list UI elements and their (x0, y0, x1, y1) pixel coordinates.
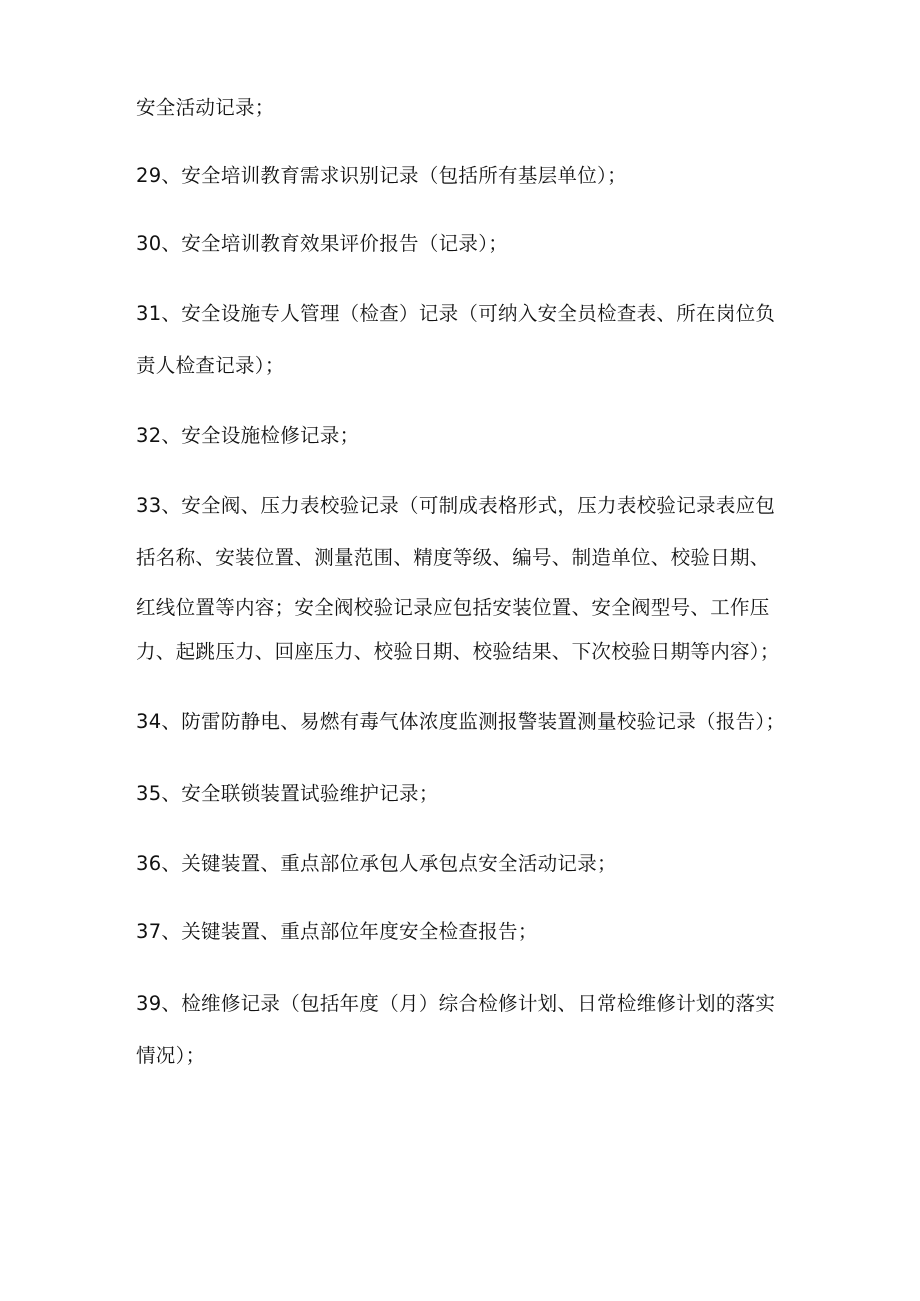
text-line: 34、防雷防静电、易燃有毒气体浓度监测报警装置测量校验记录（报告）； (136, 710, 786, 733)
text-line: 37、关键装置、重点部位年度安全检查报告； (136, 920, 538, 943)
text-line: 括名称、安装位置、测量范围、精度等级、编号、制造单位、校验日期、 (136, 546, 770, 569)
text-line: 39、检维修记录（包括年度（月）综合检修计划、日常检维修计划的落实 (136, 992, 776, 1015)
text-line: 29、安全培训教育需求识别记录（包括所有基层单位）； (136, 164, 627, 187)
text-line: 33、安全阀、压力表校验记录（可制成表格形式，压力表校验记录表应包 (136, 494, 776, 517)
text-line: 力、起跳压力、回座压力、校验日期、校验结果、下次校验日期等内容）； (136, 640, 780, 663)
text-line: 30、安全培训教育效果评价报告（记录）； (136, 232, 509, 255)
text-line: 责人检查记录）； (136, 354, 285, 377)
text-line: 31、安全设施专人管理（检查）记录（可纳入安全员检查表、所在岗位负 (136, 302, 776, 325)
text-line: 36、关键装置、重点部位承包人承包点安全活动记录； (136, 852, 617, 875)
text-line: 红线位置等内容；安全阀校验记录应包括安装位置、安全阀型号、工作压 (136, 596, 770, 619)
text-line: 情况）； (136, 1044, 206, 1067)
text-line: 安全活动记录； (136, 96, 275, 119)
text-line: 32、安全设施检修记录； (136, 424, 360, 447)
text-line: 35、安全联锁装置试验维护记录； (136, 782, 439, 805)
